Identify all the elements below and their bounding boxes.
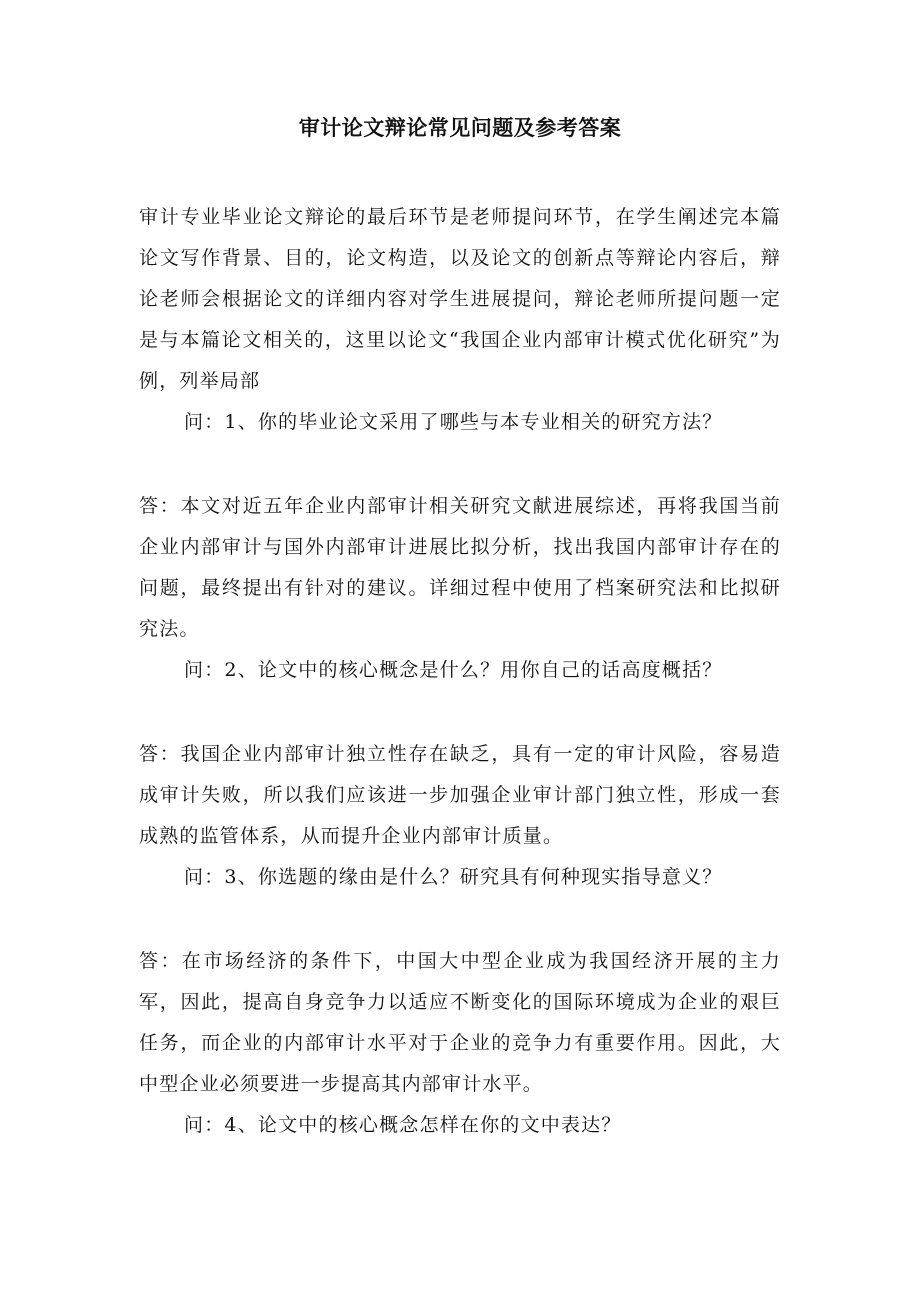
question-2: 问：2、论文中的核心概念是什么？用你自己的话高度概括？	[184, 659, 723, 681]
question-3: 问：3、你选题的缘由是什么？研究具有何种现实指导意义？	[184, 866, 723, 888]
document-body	[139, 197, 781, 1146]
document-title: 审计论文辩论常见问题及参考答案	[298, 115, 622, 140]
answer-1: 答：本文对近五年企业内部审计相关研究文献进展综述，再将我国当前企业内部审计与国外内部审计进展比拟分析，找出我国内部审计存在的问题，最终提出有针对的建议。详细过程中使用了档案研究法和比拟研究法。	[139, 495, 781, 640]
question-4: 问：4、论文中的核心概念怎样在你的文中表达？	[184, 1114, 622, 1136]
answer-2: 答：我国企业内部审计独立性存在缺乏，具有一定的审计风险，容易造成审计失败，所以我们应该进一步加强企业审计部门独立性，形成一套成熟的监管体系，从而提升企业内部审计质量。	[139, 743, 781, 847]
intro-paragraph: 审计专业毕业论文辩论的最后环节是老师提问环节，在学生阐述完本篇论文写作背景、目的，论文构造，以及论文的创新点等辩论内容后，辩论老师会根据论文的详细内容对学生进展提问，辩论老师所提问题一定是与本篇论文相关的，这里以论文“我国企业内部审计模式优化研究”为例，列举局部	[139, 206, 781, 392]
answer-3: 答：在市场经济的条件下，中国大中型企业成为我国经济开展的主力军，因此，提高自身竞争力以适应不断变化的国际环境成为企业的艰巨任务，而企业的内部审计水平对于企业的竞争力有重要作用。因此，大中型企业必须要进一步提高其内部审计水平。	[139, 950, 781, 1095]
question-1: 问：1、你的毕业论文采用了哪些与本专业相关的研究方法？	[184, 411, 723, 433]
